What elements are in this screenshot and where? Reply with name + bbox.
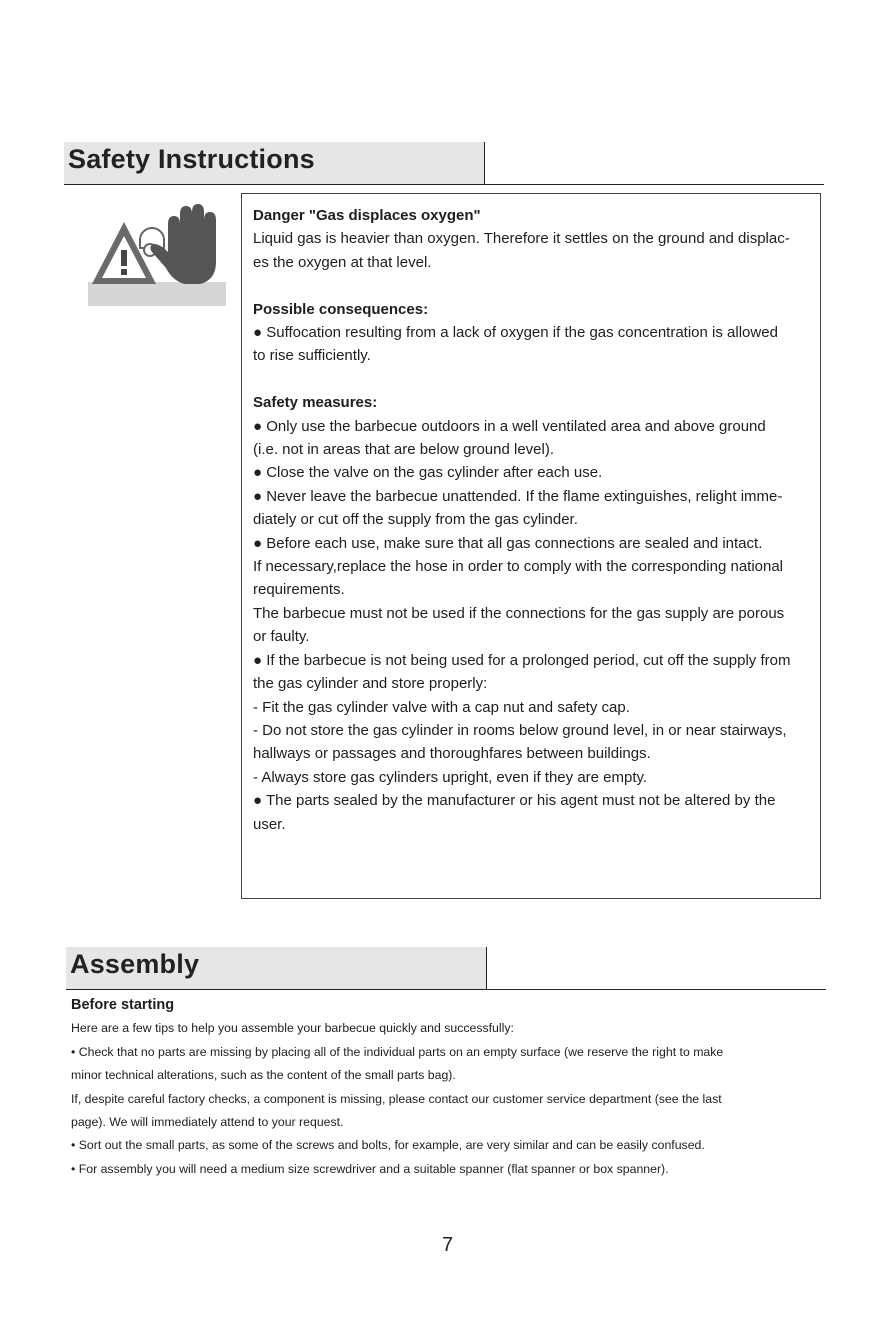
measures-line: - Fit the gas cylinder valve with a cap nut and safety cap.	[253, 698, 630, 716]
header-divider	[486, 947, 487, 990]
measures-line: - Do not store the gas cylinder in rooms below ground level, in or near stairways,	[253, 721, 787, 739]
measures-line: If necessary,replace the hose in order to comply with the corresponding national	[253, 558, 784, 576]
measures-heading: Safety measures:	[253, 394, 378, 412]
assembly-line: If, despite careful factory checks, a component is missing, please contact our customer service department (see the last	[71, 1091, 722, 1106]
before-starting-heading: Before starting	[71, 997, 175, 1013]
measures-line: requirements.	[253, 581, 345, 599]
safety-title: Safety Instructions	[68, 144, 315, 174]
measures-line: the gas cylinder and store properly:	[253, 675, 488, 693]
measures-line: (i.e. not in areas that are below ground level).	[253, 441, 555, 459]
danger-heading: Danger "Gas displaces oxygen"	[253, 207, 481, 224]
consequences-line: ● Suffocation resulting from a lack of oxygen if the gas concentration is allowed	[253, 324, 778, 342]
header-divider	[484, 142, 485, 185]
assembly-line: minor technical alterations, such as the content of the small parts bag).	[71, 1068, 456, 1083]
assembly-title: Assembly	[70, 949, 200, 979]
measures-line: user.	[253, 815, 286, 833]
assembly-line: page). We will immediately attend to your request.	[71, 1115, 344, 1130]
measures-line: - Always store gas cylinders upright, even if they are empty.	[253, 768, 648, 786]
measures-line: ● Never leave the barbecue unattended. If the flame extinguishes, relight imme-	[253, 487, 783, 505]
warning-hand-icon	[88, 204, 226, 306]
measures-line: ● Close the valve on the gas cylinder after each use.	[253, 464, 603, 482]
assembly-line: • For assembly you will need a medium size screwdriver and a suitable spanner (flat spanner or box spanner).	[71, 1161, 669, 1176]
safety-text	[253, 204, 813, 836]
consequences-heading: Possible consequences:	[253, 300, 429, 318]
measures-line: hallways or passages and thoroughfares between buildings.	[253, 745, 651, 763]
danger-line: Liquid gas is heavier than oxygen. Therefore it settles on the ground and displac-	[253, 230, 790, 248]
measures-line: The barbecue must not be used if the connections for the gas supply are porous	[253, 604, 785, 622]
measures-line: or faulty.	[253, 628, 310, 646]
page-number: 7	[441, 1234, 454, 1256]
assembly-line: Here are a few tips to help you assemble your barbecue quickly and successfully:	[71, 1021, 514, 1036]
safety-section-header	[64, 142, 824, 186]
header-rule	[64, 184, 824, 185]
measures-line: ● Before each use, make sure that all gas connections are sealed and intact.	[253, 534, 763, 552]
danger-line: es the oxygen at that level.	[253, 253, 432, 271]
assembly-text	[71, 994, 821, 1181]
measures-line: ● The parts sealed by the manufacturer or his agent must not be altered by the	[253, 792, 776, 810]
measures-line: ● If the barbecue is not being used for a prolonged period, cut off the supply from	[253, 651, 791, 669]
assembly-line: • Sort out the small parts, as some of the screws and bolts, for example, are very similar and can be easily confused.	[71, 1138, 705, 1153]
assembly-line: • Check that no parts are missing by placing all of the individual parts on an empty surface (we reserve the right to make	[71, 1044, 724, 1059]
assembly-section-header	[66, 947, 824, 991]
measures-line: diately or cut off the supply from the gas cylinder.	[253, 511, 578, 529]
measures-line: ● Only use the barbecue outdoors in a well ventilated area and above ground	[253, 417, 766, 435]
consequences-line: to rise sufficiently.	[253, 347, 371, 365]
header-rule	[66, 989, 826, 990]
safety-box	[241, 193, 821, 899]
